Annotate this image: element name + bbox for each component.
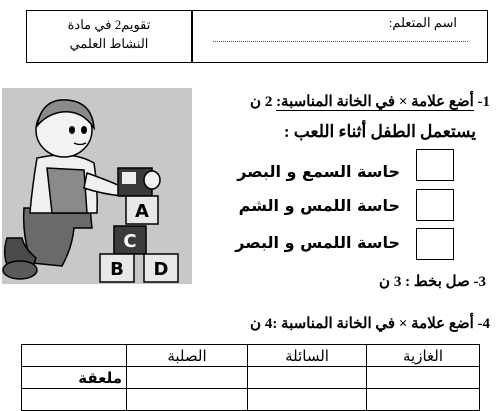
cell-spoon-solid[interactable] [127,367,248,389]
cell-spoon-liquid[interactable] [248,367,367,389]
header-empty-cell [22,345,127,367]
classification-table [21,344,480,411]
option-3-checkbox[interactable] [416,228,454,260]
q1-instruction-line [250,92,490,111]
block-d [144,254,178,282]
option-2-label: حاسة اللمس و الشم [238,196,400,215]
subject-title [27,15,191,53]
option-1-checkbox[interactable] [416,149,454,181]
block-b [100,254,134,282]
row-label-spoon: ملعقة [22,367,127,389]
q4-instruction: 4- أضع علامة × في الخانة المناسبة :4 ن [250,316,490,332]
cell-spoon-gas[interactable] [367,367,480,389]
table-row [22,367,480,389]
student-name-field[interactable] [213,40,468,42]
block-b-letter: B [110,259,124,280]
q3-instruction: 3- صل بخط : 3 ن [379,274,486,290]
option-1-label: حاسة السمع و البصر [237,162,400,181]
block-d-letter: D [153,259,169,280]
cell-row2-gas[interactable] [367,389,480,411]
student-name-area [197,15,483,31]
row-label-2 [22,389,127,411]
q1-stem: يستعمل الطفل أثناء اللعب : [283,122,476,141]
header-divider [191,11,193,62]
block-a [126,196,158,224]
boy-blocks-image [2,88,192,284]
table-header-row [22,345,480,367]
block-c [114,226,146,254]
q1-number: 1- [477,94,490,110]
block-a-letter: A [135,201,149,222]
student-name-label: اسم المتعلم: [388,15,457,30]
q1-points: 2 ن [250,94,273,110]
block-c-letter: C [123,231,137,252]
header-solid: الصلبة [127,345,248,367]
boy-blocks-illustration [2,88,192,284]
header-liquid: السائلة [248,345,367,367]
cell-row2-solid[interactable] [127,389,248,411]
cell-row2-liquid[interactable] [248,389,367,411]
table-row [22,389,480,411]
option-3-label: حاسة اللمس و البصر [235,233,400,252]
header-box [26,10,488,63]
subject-line-2: النشاط العلمي [69,36,149,51]
subject-line-1: تقويم2 في مادة [67,17,151,32]
option-2-checkbox[interactable] [416,189,454,221]
q1-instruction: أضع علامة × في الخانة المناسبة: [276,94,474,110]
header-gas: الغازية [367,345,480,367]
